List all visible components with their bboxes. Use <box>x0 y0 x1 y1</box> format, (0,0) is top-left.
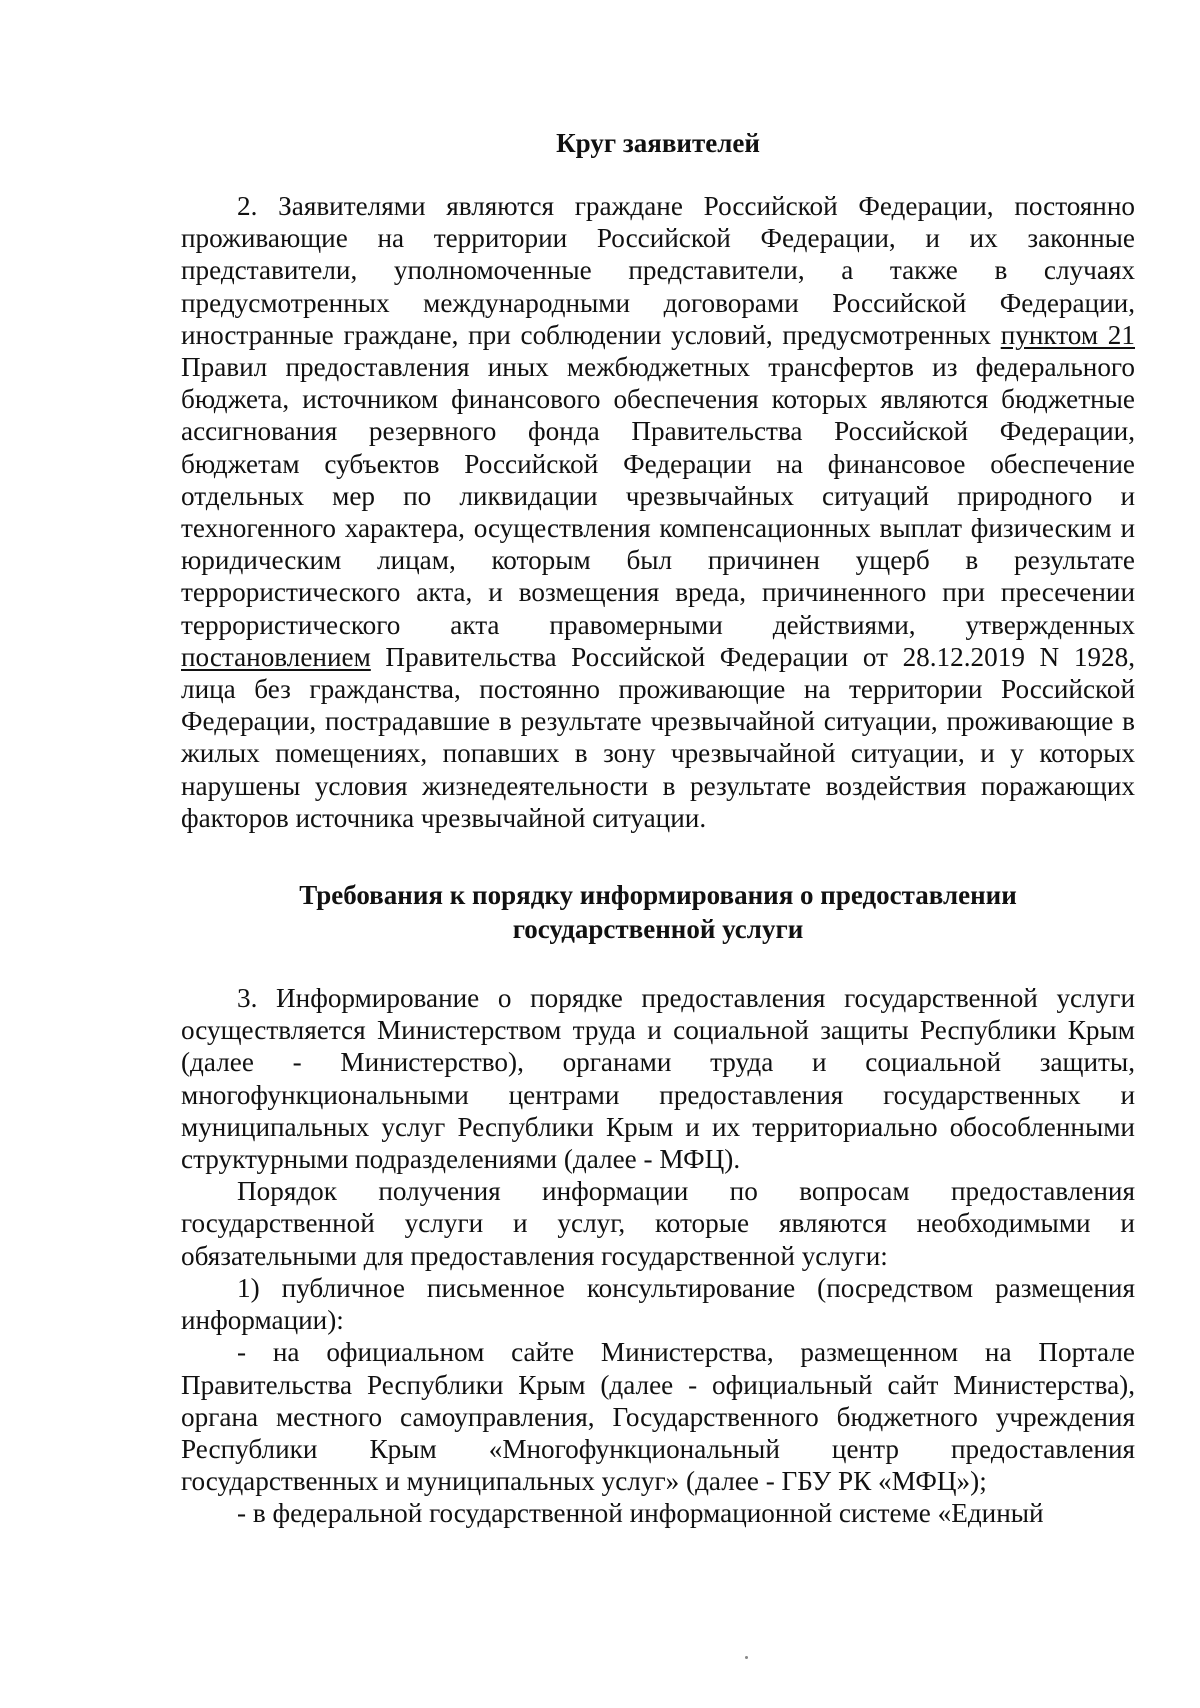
paragraph-informing-2: Порядок получения информации по вопросам предоставления государственной услуги и услуг, которые являются необходимыми и обязательными для предоставления государственной услуги: <box>181 1176 1135 1271</box>
paragraph-applicants <box>181 190 1135 834</box>
heading-line-2: государственной услуги <box>512 914 804 945</box>
link-punkt-21[interactable]: пунктом 21 <box>1000 319 1135 350</box>
heading-line-1: Требования к порядку информирования о предоставлении <box>299 880 1017 911</box>
paragraph-informing-3: 1) публичное письменное консультирование (посредством размещения информации): <box>181 1272 1135 1336</box>
section-heading-informing <box>181 878 1135 946</box>
document-body <box>181 126 1135 1530</box>
paragraph-text: 2. Заявителями являются граждане Российской Федерации, постоянно проживающие на территории Российской Федерации, и их законные представители, уполномоченные представители, а также в случаях предусмотренных международными договорами Российской Федерации, иностранные граждане, при соблюдении условий, предусмотренных <box>181 191 1135 350</box>
paragraph-text: Правительства Российской Федерации от 28.12.2019 N 1928, лица без гражданства, постоянно проживающие на территории Российской Федерации, пострадавшие в результате чрезвычайной ситуации, проживающие в жилых помещениях, попавших в зону чрезвычайной ситуации, и у которых нарушены условия жизнедеятельности в результате воздействия поражающих факторов источника чрезвычайной ситуации. <box>181 641 1135 833</box>
section-heading-applicants: Круг заявителей <box>556 128 760 158</box>
paragraph-text: Правил предоставления иных межбюджетных трансфертов из федерального бюджета, источником финансового обеспечения которых являются бюджетные ассигнования резервного фонда Правительства Российской Федерации, бюджетам субъектов Российской Федерации на финансовое обеспечение отдельных мер по ликвидации чрезвычайных ситуаций природного и техногенного характера, осуществления компенсационных выплат физическим и юридическим лицам, которым был причинен ущерб в результате террористического акта, и возмещения вреда, причиненного при пресечении террористического акта правомерными действиями, утвержденных <box>181 352 1135 640</box>
link-postanovlenie[interactable]: постановлением <box>181 641 371 672</box>
paragraph-informing-1: 3. Информирование о порядке предоставления государственной услуги осуществляется Министерством труда и социальной защиты Республики Крым (далее - Министерство), органами труда и социальной защиты, многофункциональными центрами предоставления государственных и муниципальных услуг Республики Крым и их территориально обособленными структурными подразделениями (далее - МФЦ). <box>181 983 1135 1175</box>
scan-speck <box>745 1656 748 1659</box>
paragraph-informing-4: - на официальном сайте Министерства, размещенном на Портале Правительства Республики Крым (далее - официальный сайт Министерства), органа местного самоуправления, Государственного бюджетного учреждения Республики Крым «Многофункциональный центр предоставления государственных и муниципальных услуг» (далее - ГБУ РК «МФЦ»); <box>181 1337 1135 1497</box>
paragraph-informing-5: - в федеральной государственной информационной системе «Единый <box>237 1498 1044 1529</box>
